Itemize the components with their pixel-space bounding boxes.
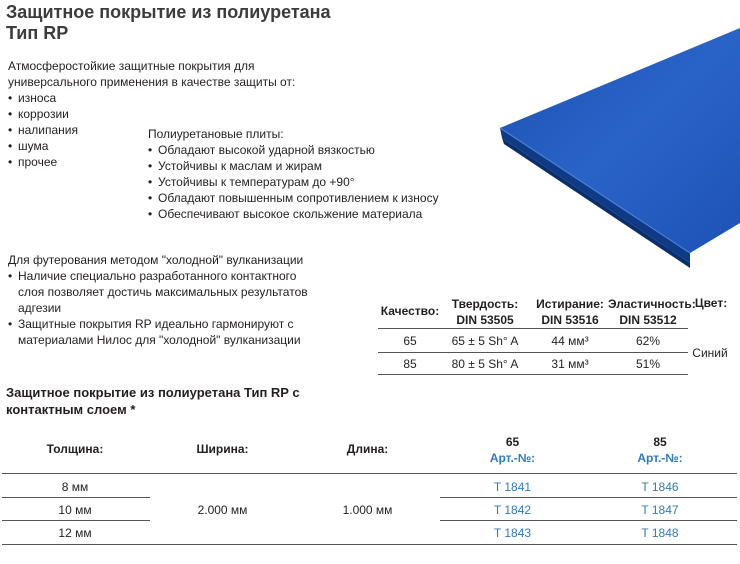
row-65-hardness: 65 ± 5 Sh° A bbox=[451, 334, 519, 348]
row-65-elasticity: 62% bbox=[635, 334, 661, 348]
color-header: Цвет: bbox=[694, 296, 728, 310]
row-65-abrasion: 44 мм³ bbox=[551, 334, 589, 348]
divider bbox=[2, 473, 737, 474]
row-85-abrasion: 31 мм³ bbox=[551, 357, 589, 371]
plates-heading: Полиуретановые плиты: bbox=[148, 127, 284, 141]
title-line-1: Защитное покрытие из полиуретана bbox=[6, 2, 331, 22]
row-85-hardness: 80 ± 5 Sh° A bbox=[451, 357, 519, 371]
list-item: • налипания bbox=[8, 122, 338, 138]
row-65-quality: 65 bbox=[403, 334, 417, 348]
row-thickness: 12 мм bbox=[58, 526, 92, 540]
page-title bbox=[6, 2, 331, 44]
divider bbox=[440, 520, 737, 521]
divider bbox=[440, 497, 737, 498]
plates-block bbox=[148, 126, 488, 222]
list-item: • Обеспечивают высокое скольжение материала bbox=[148, 206, 488, 222]
title-line-2: Тип RP bbox=[6, 23, 69, 43]
list-item: • Устойчивы к маслам и жирам bbox=[148, 158, 488, 174]
divider bbox=[378, 328, 688, 329]
hardness-header: Твердость: DIN 53505 bbox=[451, 297, 519, 327]
polyurethane-plate-image bbox=[490, 28, 740, 268]
list-item: • Наличие специально разработанного контактного слоя позволяет достичь максимальных результатов адгезии bbox=[8, 268, 368, 316]
width-header: Ширина: bbox=[196, 442, 249, 456]
divider bbox=[2, 544, 737, 545]
lining-block bbox=[8, 252, 368, 348]
length-value: 1.000 мм bbox=[342, 503, 393, 517]
product-section-title: Защитное покрытие из полиуретана Тип RP с контактным слоем * bbox=[6, 385, 300, 417]
col-85-header: 85 Арт.-№: bbox=[637, 435, 683, 465]
row-art-85: T 1846 bbox=[641, 480, 679, 494]
color-value: Синий bbox=[692, 346, 728, 360]
intro-line-2: универсального применения в качестве защиты от: bbox=[8, 75, 296, 89]
col-65-header: 65 Арт.-№: bbox=[489, 435, 536, 465]
list-item: • Обладают высокой ударной вязкостью bbox=[148, 142, 488, 158]
list-item: • Защитные покрытия RP идеально гармонируют с материалами Нилос для "холодной" вулканизации bbox=[8, 316, 368, 348]
divider bbox=[378, 374, 688, 375]
row-thickness: 8 мм bbox=[61, 480, 89, 494]
list-item: • износа bbox=[8, 90, 338, 106]
plates-list bbox=[148, 142, 488, 222]
abrasion-header: Истирание: DIN 53516 bbox=[536, 297, 604, 327]
intro-line-1: Атмосферостойкие защитные покрытия для bbox=[8, 59, 255, 73]
row-art-85: T 1848 bbox=[641, 526, 679, 540]
list-item: • прочее bbox=[8, 154, 338, 170]
row-art-65: T 1841 bbox=[493, 480, 532, 494]
row-85-elasticity: 51% bbox=[635, 357, 661, 371]
divider bbox=[378, 352, 688, 353]
list-item: • Устойчивы к температурам до +90° bbox=[148, 174, 488, 190]
length-header: Длина: bbox=[346, 442, 389, 456]
row-85-quality: 85 bbox=[403, 357, 417, 371]
list-item: • Обладают повышенным сопротивлением к износу bbox=[148, 190, 488, 206]
lining-heading: Для футерования методом "холодной" вулканизации bbox=[8, 253, 304, 267]
lining-list bbox=[8, 268, 368, 348]
thickness-header: Толщина: bbox=[46, 442, 104, 456]
product-table bbox=[0, 430, 740, 564]
elasticity-header: Эластичность: DIN 53512 bbox=[608, 297, 696, 327]
quality-header: Качество: bbox=[380, 304, 440, 318]
list-item: • коррозии bbox=[8, 106, 338, 122]
quality-table bbox=[378, 295, 736, 375]
divider bbox=[2, 520, 150, 521]
width-value: 2.000 мм bbox=[197, 503, 248, 517]
row-art-65: T 1843 bbox=[493, 526, 532, 540]
row-art-65: T 1842 bbox=[493, 503, 532, 517]
list-item: • шума bbox=[8, 138, 338, 154]
divider bbox=[2, 497, 150, 498]
row-thickness: 10 мм bbox=[58, 503, 92, 517]
row-art-85: T 1847 bbox=[641, 503, 679, 517]
